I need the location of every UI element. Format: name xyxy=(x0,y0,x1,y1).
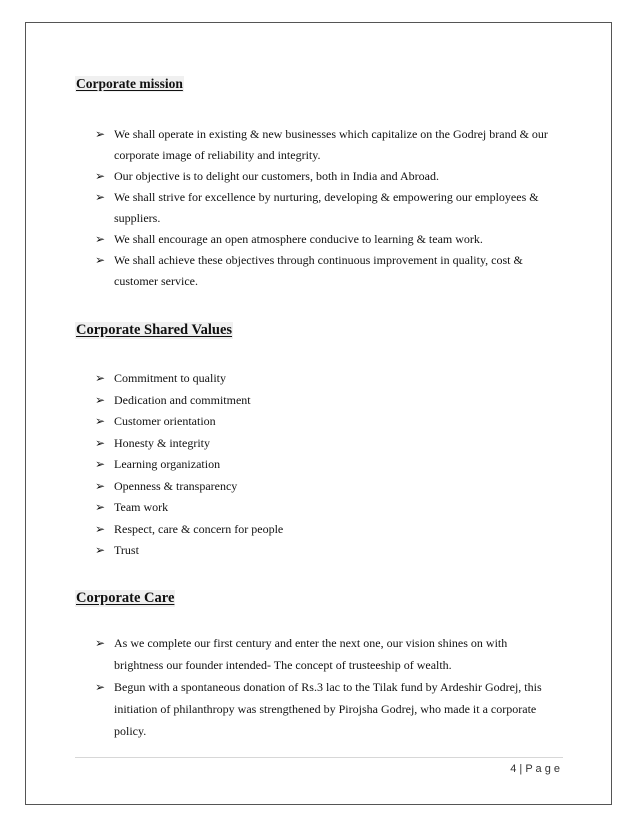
list-item xyxy=(95,632,555,676)
list-item-text: Customer orientation xyxy=(114,414,216,428)
arrow-bullet-icon: ➢ xyxy=(95,371,106,385)
corporate-mission-list xyxy=(95,124,555,292)
list-item-text: We shall strive for excellence by nurturing, developing & empowering our employees & suppliers. xyxy=(114,190,539,225)
footer-separator: | xyxy=(519,763,523,775)
list-item xyxy=(95,390,555,412)
list-item-text: Commitment to quality xyxy=(114,371,226,385)
list-item xyxy=(95,519,555,541)
list-item xyxy=(95,166,555,187)
arrow-bullet-icon: ➢ xyxy=(95,680,106,694)
list-item-text: Respect, care & concern for people xyxy=(114,521,284,536)
arrow-bullet-icon: ➢ xyxy=(95,414,106,428)
arrow-bullet-icon: ➢ xyxy=(95,169,106,183)
corporate-shared-values-list xyxy=(95,368,555,562)
list-item-text: Honesty & integrity xyxy=(114,435,210,450)
arrow-bullet-icon: ➢ xyxy=(95,636,106,650)
list-item-text: Dedication and commitment xyxy=(114,392,251,407)
arrow-bullet-icon: ➢ xyxy=(95,500,106,514)
list-item xyxy=(95,124,555,166)
list-item xyxy=(95,368,555,390)
corporate-care-list xyxy=(95,632,555,742)
corporate-shared-values-heading: Corporate Shared Values xyxy=(76,322,233,338)
page-number: 4 xyxy=(510,763,517,775)
list-item-text: We shall encourage an open atmosphere conducive to learning & team work. xyxy=(114,232,483,246)
list-item-text: Trust xyxy=(114,543,139,557)
arrow-bullet-icon: ➢ xyxy=(95,232,106,246)
list-item xyxy=(95,540,555,562)
list-item xyxy=(95,229,555,250)
list-item-text: Begun with a spontaneous donation of Rs.3 lac to the Tilak fund by Ardeshir Godrej, this initiation of philanthropy was strengthened by Pirojsha Godrej, who made it a corporate policy. xyxy=(114,680,542,738)
arrow-bullet-icon: ➢ xyxy=(95,127,106,141)
list-item-text: Openness & transparency xyxy=(114,478,238,493)
arrow-bullet-icon: ➢ xyxy=(95,253,106,267)
list-item xyxy=(95,411,555,433)
arrow-bullet-icon: ➢ xyxy=(95,521,106,536)
list-item xyxy=(95,497,555,519)
list-item xyxy=(95,454,555,476)
list-item-text: We shall operate in existing & new businesses which capitalize on the Godrej brand & our corporate image of reliability and integrity. xyxy=(114,127,548,162)
list-item-text: Team work xyxy=(114,500,169,514)
list-item-text: We shall achieve these objectives through continuous improvement in quality, cost & customer service. xyxy=(114,253,523,288)
list-item xyxy=(95,433,555,455)
arrow-bullet-icon: ➢ xyxy=(95,543,106,557)
arrow-bullet-icon: ➢ xyxy=(95,457,106,471)
page-footer xyxy=(510,763,560,775)
list-item-text: As we complete our first century and enter the next one, our vision shines on with brightness our founder intended- The concept of trusteeship of wealth. xyxy=(114,636,508,672)
footer-divider xyxy=(75,757,563,758)
corporate-care-heading: Corporate Care xyxy=(76,590,175,606)
list-item xyxy=(95,250,555,292)
arrow-bullet-icon: ➢ xyxy=(95,392,106,407)
list-item xyxy=(95,676,555,742)
list-item xyxy=(95,476,555,498)
corporate-mission-heading: Corporate mission xyxy=(76,76,183,91)
list-item xyxy=(95,187,555,229)
list-item-text: Learning organization xyxy=(114,457,221,471)
list-item-text: Our objective is to delight our customers, both in India and Abroad. xyxy=(114,169,439,183)
page-label: P a g e xyxy=(525,763,560,775)
arrow-bullet-icon: ➢ xyxy=(95,190,106,204)
arrow-bullet-icon: ➢ xyxy=(95,478,106,493)
arrow-bullet-icon: ➢ xyxy=(95,435,106,450)
